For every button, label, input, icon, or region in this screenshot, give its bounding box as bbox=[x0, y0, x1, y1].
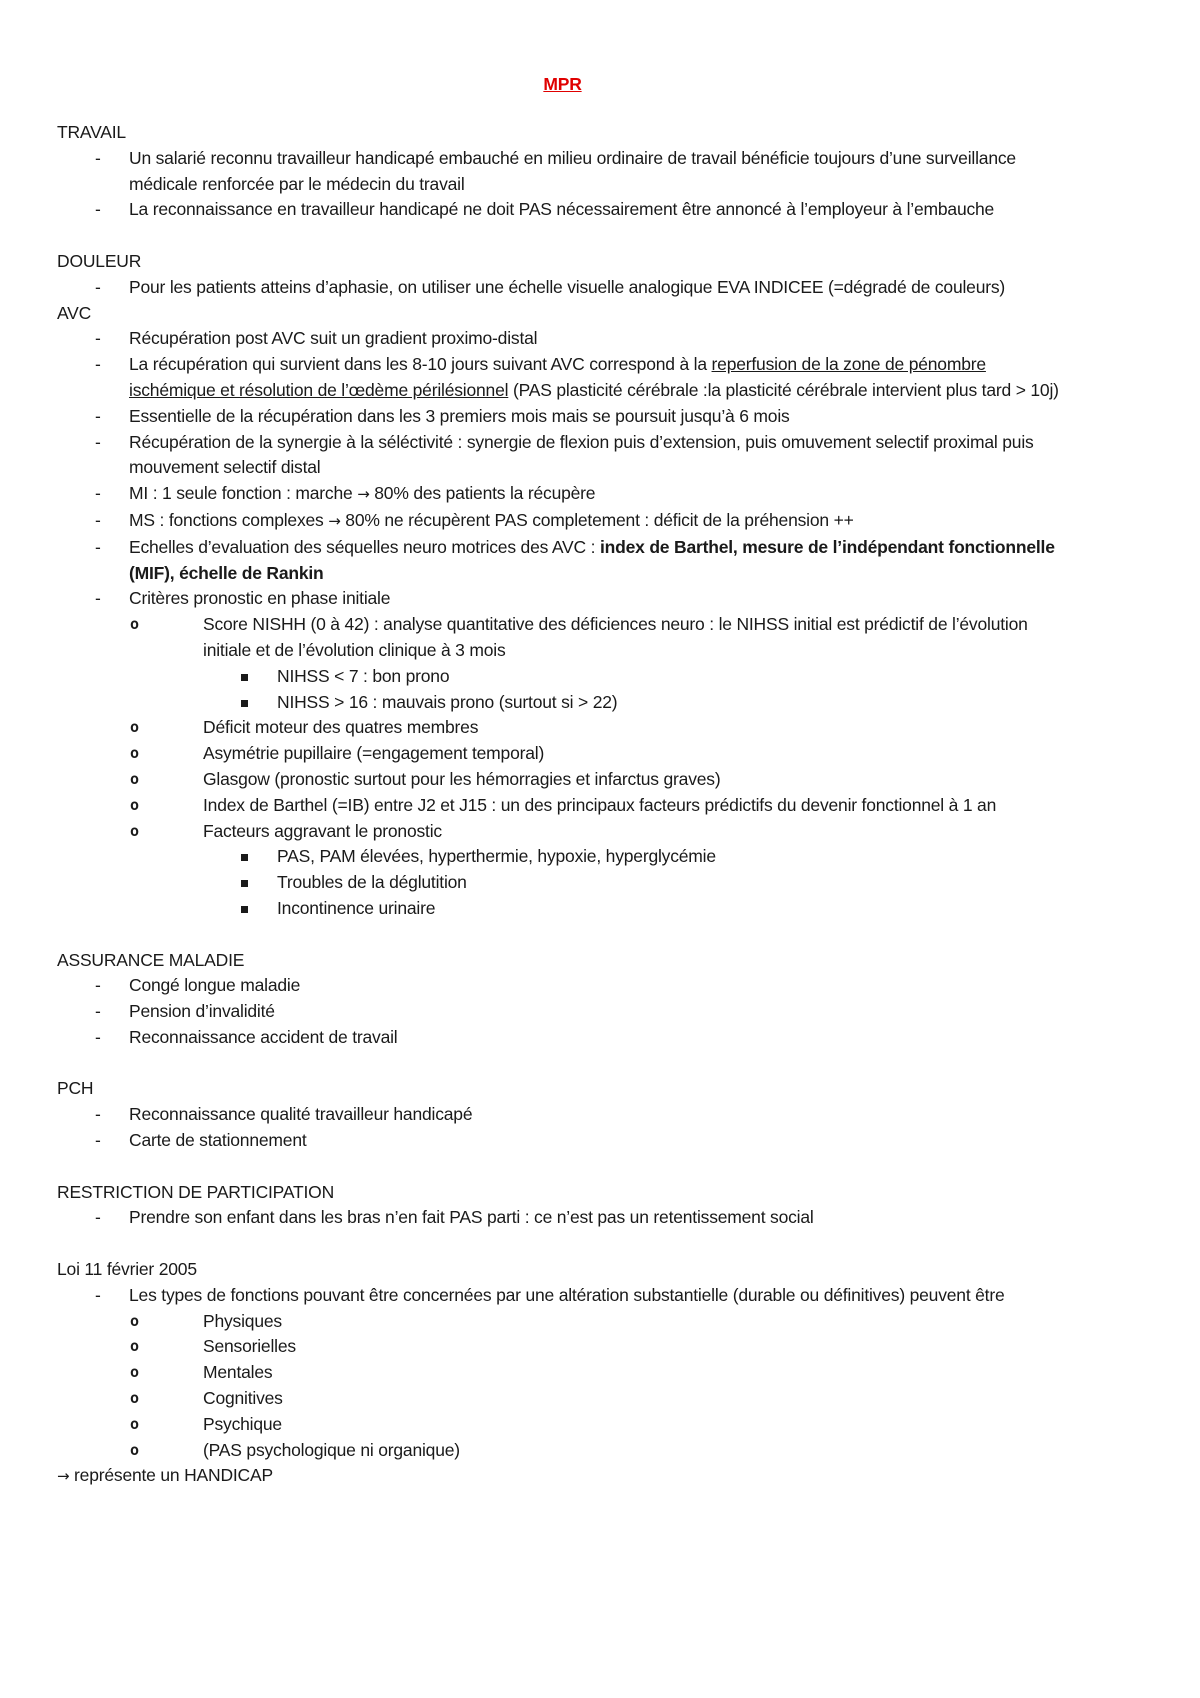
avc-list bbox=[57, 326, 1067, 921]
item-text: 80% des patients la récupère bbox=[369, 483, 596, 504]
item-text: Psychique bbox=[203, 1413, 282, 1434]
item-text: Score NISHH (0 à 42) : analyse quantitative des déficiences neuro : le NIHSS initial est prédictif de l’évolution initiale et de l’évolution clinique à 3 mois bbox=[203, 614, 1028, 660]
list-item bbox=[57, 586, 1067, 921]
aggravating-sublist bbox=[203, 844, 1067, 921]
document-body bbox=[57, 120, 1067, 1490]
item-text: (PAS psychologique ni organique) bbox=[203, 1439, 460, 1460]
item-text: Les types de fonctions pouvant être concernées par une altération substantielle (durable ou définitives) peuvent être bbox=[129, 1284, 1005, 1305]
section-heading-travail: TRAVAIL bbox=[57, 122, 126, 142]
douleur-list bbox=[57, 275, 1067, 301]
section-heading-avc: AVC bbox=[57, 302, 92, 323]
item-text: MS : fonctions complexes bbox=[129, 509, 324, 530]
sublist-item bbox=[129, 767, 1067, 793]
item-text: Déficit moteur des quatres membres bbox=[203, 717, 479, 738]
sublist-item bbox=[129, 1412, 1067, 1438]
pronostic-sublist bbox=[129, 612, 1067, 922]
section-heading-loi: Loi 11 février 2005 bbox=[57, 1259, 197, 1280]
sublist-item bbox=[129, 793, 1067, 819]
section-heading-douleur: DOULEUR bbox=[57, 250, 142, 271]
item-text: Sensorielles bbox=[203, 1336, 296, 1357]
loi-list bbox=[57, 1283, 1067, 1464]
list-item: - La reconnaissance en travailleur handicapé ne doit PAS nécessairement être annoncé à l’employeur à l’embauche bbox=[57, 197, 1067, 223]
list-item: - Récupération post AVC suit un gradient proximo-distal bbox=[57, 326, 1067, 352]
list-item bbox=[57, 535, 1067, 587]
arrow-right-icon: → bbox=[57, 1467, 70, 1486]
circle-bullet-icon: o bbox=[130, 821, 139, 840]
item-text: (PAS plasticité cérébrale :la plasticité cérébrale intervient plus tard > 10j) bbox=[508, 379, 1059, 400]
conclusion-line bbox=[57, 1463, 1067, 1490]
item-text: MI : 1 seule fonction : marche bbox=[129, 483, 353, 504]
sublist-item bbox=[129, 1438, 1067, 1464]
section-travail bbox=[57, 120, 1067, 223]
fonctions-sublist bbox=[129, 1309, 1067, 1464]
section-heading-restriction: RESTRICTION DE PARTICIPATION bbox=[57, 1181, 335, 1202]
sublist-item bbox=[129, 1360, 1067, 1386]
restriction-list bbox=[57, 1205, 1067, 1231]
list-item bbox=[57, 352, 1067, 404]
sublist-item bbox=[129, 741, 1067, 767]
sublist-item bbox=[129, 1386, 1067, 1412]
sublist-item bbox=[129, 1334, 1067, 1360]
circle-bullet-icon: o bbox=[130, 1311, 139, 1330]
circle-bullet-icon: o bbox=[130, 1363, 139, 1382]
list-item: - Récupération de la synergie à la séléctivité : synergie de flexion puis d’extension, puis omuvement selectif proximal puis mouvement selectif distal bbox=[57, 430, 1067, 482]
circle-bullet-icon: o bbox=[130, 615, 139, 634]
section-restriction bbox=[57, 1180, 1067, 1232]
list-item: - Essentielle de la récupération dans les 3 premiers mois mais se poursuit jusqu’à 6 mois bbox=[57, 404, 1067, 430]
list-item bbox=[57, 481, 1067, 508]
section-avc bbox=[57, 301, 1067, 922]
item-text: Index de Barthel (=IB) entre J2 et J15 : un des principaux facteurs prédictifs du devenir fonctionnel à 1 an bbox=[203, 794, 997, 815]
circle-bullet-icon: o bbox=[130, 769, 139, 788]
sublist-item: PAS, PAM élevées, hyperthermie, hypoxie, hyperglycémie bbox=[203, 844, 1067, 870]
section-loi-2005 bbox=[57, 1257, 1067, 1490]
item-text: Physiques bbox=[203, 1310, 282, 1331]
bold-text: index de Barthel, mesure de l’indépendant fonctionnelle (MIF), échelle de Rankin bbox=[129, 536, 1055, 583]
circle-bullet-icon: o bbox=[130, 1414, 139, 1433]
sublist-item bbox=[129, 612, 1067, 715]
pch-list bbox=[57, 1102, 1067, 1154]
list-item: - Prendre son enfant dans les bras n’en fait PAS parti : ce n’est pas un retentissement social bbox=[57, 1205, 1067, 1231]
list-item bbox=[57, 1283, 1067, 1464]
underlined-text: reperfusion de la zone de pénombre ischémique et résolution de l’œdème périlésionnel bbox=[129, 354, 986, 400]
sublist-item bbox=[129, 715, 1067, 741]
item-text: Facteurs aggravant le pronostic bbox=[203, 820, 442, 841]
item-text: Glasgow (pronostic surtout pour les hémorragies et infarctus graves) bbox=[203, 768, 721, 789]
circle-bullet-icon: o bbox=[130, 1337, 139, 1356]
assurance-list bbox=[57, 973, 1067, 1050]
list-item: - Un salarié reconnu travailleur handicapé embauché en milieu ordinaire de travail bénéficie toujours d’une surveillance médicale renforcée par le médecin du travail bbox=[57, 146, 1067, 198]
list-item: - Reconnaissance qualité travailleur handicapé bbox=[57, 1102, 1067, 1128]
circle-bullet-icon: o bbox=[130, 1440, 139, 1459]
arrow-right-icon: → bbox=[357, 485, 370, 504]
item-text: représente un HANDICAP bbox=[74, 1465, 273, 1486]
list-item: - Pension d’invalidité bbox=[57, 999, 1067, 1025]
section-assurance-maladie bbox=[57, 948, 1067, 1051]
circle-bullet-icon: o bbox=[130, 718, 139, 737]
sublist-item bbox=[129, 1309, 1067, 1335]
list-item: - Reconnaissance accident de travail bbox=[57, 1025, 1067, 1051]
item-text: La récupération qui survient dans les 8-10 jours suivant AVC correspond à la bbox=[129, 354, 712, 375]
sublist-item: NIHSS > 16 : mauvais prono (surtout si > 22) bbox=[203, 690, 1067, 716]
item-text: Asymétrie pupillaire (=engagement temporal) bbox=[203, 743, 545, 764]
list-item: - Carte de stationnement bbox=[57, 1128, 1067, 1154]
list-item: - Pour les patients atteins d’aphasie, on utiliser une échelle visuelle analogique EVA INDICEE (=dégradé de couleurs) bbox=[57, 275, 1067, 301]
item-text: Critères pronostic en phase initiale bbox=[129, 588, 391, 609]
nihss-sublist bbox=[203, 664, 1067, 716]
sublist-item bbox=[129, 819, 1067, 922]
list-item: - Congé longue maladie bbox=[57, 973, 1067, 999]
circle-bullet-icon: o bbox=[130, 744, 139, 763]
travail-list bbox=[57, 146, 1067, 223]
sublist-item: Troubles de la déglutition bbox=[203, 870, 1067, 896]
item-text: 80% ne récupèrent PAS completement : déficit de la préhension ++ bbox=[340, 509, 854, 530]
circle-bullet-icon: o bbox=[130, 1389, 139, 1408]
section-douleur bbox=[57, 249, 1067, 301]
section-heading-pch: PCH bbox=[57, 1078, 94, 1099]
page-title: MPR bbox=[543, 74, 582, 94]
item-text: Cognitives bbox=[203, 1388, 283, 1409]
section-pch bbox=[57, 1076, 1067, 1153]
sublist-item: Incontinence urinaire bbox=[203, 896, 1067, 922]
item-text: Mentales bbox=[203, 1362, 273, 1383]
arrow-right-icon: → bbox=[328, 511, 341, 530]
list-item bbox=[57, 508, 1067, 535]
item-text: Echelles d’evaluation des séquelles neuro motrices des AVC : bbox=[129, 536, 600, 557]
section-heading-assurance: ASSURANCE MALADIE bbox=[57, 949, 245, 970]
circle-bullet-icon: o bbox=[130, 795, 139, 814]
sublist-item: NIHSS < 7 : bon prono bbox=[203, 664, 1067, 690]
